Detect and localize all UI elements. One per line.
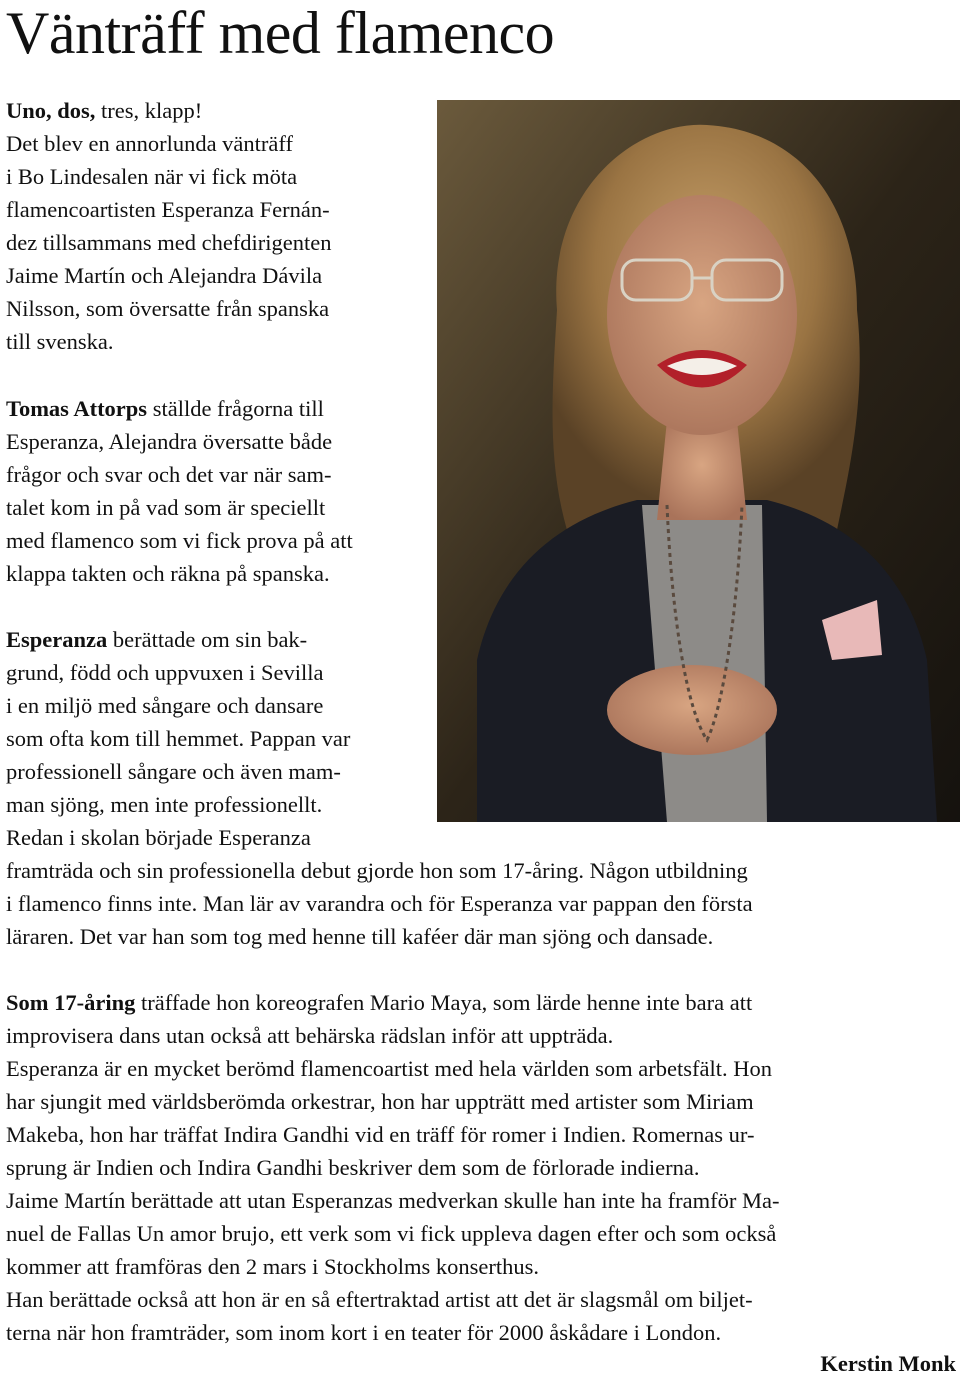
article-line: som ofta kom till hemmet. Pappan var (6, 726, 351, 751)
article-line: terna när hon framträder, som inom kort i en teater för 2000 åskådare i London. (6, 1320, 722, 1345)
article-line: Jaime Martín och Alejandra Dávila (6, 263, 323, 288)
article-line: i Bo Lindesalen när vi fick möta (6, 164, 298, 189)
article-line: i flamenco finns inte. Man lär av varandra och för Esperanza var pappan den första (6, 891, 753, 916)
article-line: grund, född och uppvuxen i Sevilla (6, 660, 324, 685)
article-line: har sjungit med världsberömda orkestrar, hon har uppträtt med artister som Miriam (6, 1089, 754, 1114)
article-line: med flamenco som vi fick prova på att (6, 528, 353, 553)
article-line: talet kom in på vad som är speciellt (6, 495, 326, 520)
article-line: framträda och sin professionella debut gjorde hon som 17-åring. Någon utbildning (6, 858, 748, 883)
article-line: flamencoartisten Esperanza Fernán- (6, 197, 330, 222)
article-line: Makeba, hon har träffat Indira Gandhi vid en träff för romer i Indien. Romernas ur- (6, 1122, 755, 1147)
article-line: Tomas Attorps ställde frågorna till (6, 396, 324, 421)
article-line: Det blev en annorlunda vänträff (6, 131, 293, 156)
article-line: man sjöng, men inte professionellt. (6, 792, 323, 817)
article-line: Esperanza är en mycket berömd flamencoartist med hela världen som arbetsfält. Hon (6, 1056, 772, 1081)
article-line: Han berättade också att hon är en så eftertraktad artist att det är slagsmål om biljet- (6, 1287, 753, 1312)
article-line: Jaime Martín berättade att utan Esperanzas medverkan skulle han inte ha framför Ma- (6, 1188, 780, 1213)
article-line: Uno, dos, tres, klapp! (6, 98, 203, 123)
article-line: frågor och svar och det var när sam- (6, 462, 332, 487)
article-line: Som 17-åring träffade hon koreografen Mario Maya, som lärde henne inte bara att (6, 990, 753, 1015)
article-line: till svenska. (6, 329, 114, 354)
article-photo (437, 100, 960, 822)
article-line: klappa takten och räkna på spanska. (6, 561, 330, 586)
article-line: Esperanza berättade om sin bak- (6, 627, 308, 652)
article-line: professionell sångare och även mam- (6, 759, 341, 784)
article-line: Esperanza, Alejandra översatte både (6, 429, 333, 454)
article-line: nuel de Fallas Un amor brujo, ett verk som vi fick uppleva dagen efter och som också (6, 1221, 777, 1246)
article-line: Nilsson, som översatte från spanska (6, 296, 330, 321)
article-line: läraren. Det var han som tog med henne till kaféer där man sjöng och dansade. (6, 924, 714, 949)
article-title: Vänträff med flamenco (6, 0, 555, 66)
article-line: dez tillsammans med chefdirigenten (6, 230, 332, 255)
author-byline: Kerstin Monk (820, 1351, 956, 1376)
article-line: i en miljö med sångare och dansare (6, 693, 324, 718)
portrait-illustration (437, 100, 960, 822)
article-line: Redan i skolan började Esperanza (6, 825, 311, 850)
article-line: kommer att framföras den 2 mars i Stockholms konserthus. (6, 1254, 540, 1279)
article-line: sprung är Indien och Indira Gandhi beskriver dem som de förlorade indierna. (6, 1155, 700, 1180)
article-line: improvisera dans utan också att behärska rädslan inför att uppträda. (6, 1023, 614, 1048)
